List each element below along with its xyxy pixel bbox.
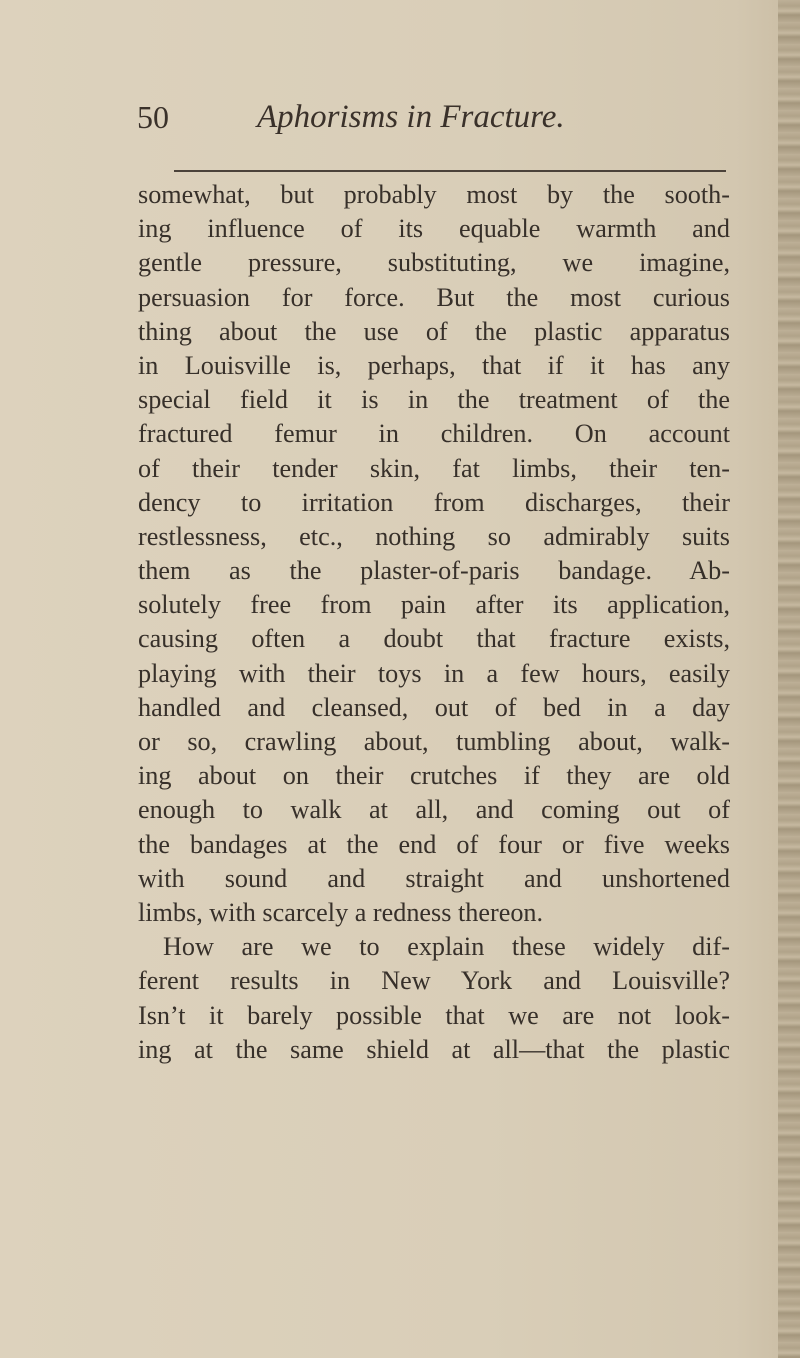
text-line: enough to walk at all, and coming out of — [138, 795, 730, 825]
text-line: of their tender skin, fat limbs, their ten- — [138, 453, 730, 483]
running-head — [137, 92, 757, 142]
text-line: with sound and straight and unshortened — [138, 863, 730, 893]
text-line: ing about on their crutches if they are old — [138, 761, 730, 791]
text-line: solutely free from pain after its application, — [138, 590, 730, 620]
text-line: somewhat, but probably most by the sooth- — [138, 180, 730, 209]
text-line: or so, crawling about, tumbling about, walk- — [138, 727, 730, 756]
running-title: Aphorisms in Fracture. — [257, 99, 565, 135]
text-line: handled and cleansed, out of bed in a day — [138, 692, 730, 722]
text-line: restlessness, etc., nothing so admirably suits — [138, 521, 730, 551]
text-line: How are we to explain these widely dif- — [163, 932, 730, 962]
text-line: persuasion for force. But the most curious — [138, 282, 730, 312]
text-line: dency to irritation from discharges, their — [138, 487, 730, 517]
body-text — [138, 178, 730, 1067]
text-line: the bandages at the end of four or five weeks — [138, 829, 730, 859]
text-line: causing often a doubt that fracture exists, — [138, 624, 730, 654]
text-line: ing influence of its equable warmth and — [138, 214, 730, 244]
page-edge-shadow — [778, 0, 800, 1358]
text-line: special field it is in the treatment of the — [138, 385, 730, 415]
text-line: thing about the use of the plastic apparatus — [138, 316, 730, 346]
text-line: limbs, with scarcely a redness thereon. — [138, 897, 544, 927]
text-line: gentle pressure, substituting, we imagine, — [138, 248, 730, 278]
text-line: Isn’t it barely possible that we are not look- — [138, 1000, 730, 1030]
text-line: ing at the same shield at all—that the plastic — [138, 1034, 730, 1064]
text-line: playing with their toys in a few hours, easily — [138, 658, 730, 688]
page-number: 50 — [137, 99, 169, 135]
text-line: fractured femur in children. On account — [138, 419, 730, 449]
text-line: in Louisville is, perhaps, that if it has any — [138, 350, 730, 380]
text-line: ferent results in New York and Louisville? — [138, 966, 730, 996]
header-rule — [174, 170, 726, 172]
text-line: them as the plaster-of-paris bandage. Ab- — [138, 556, 730, 586]
